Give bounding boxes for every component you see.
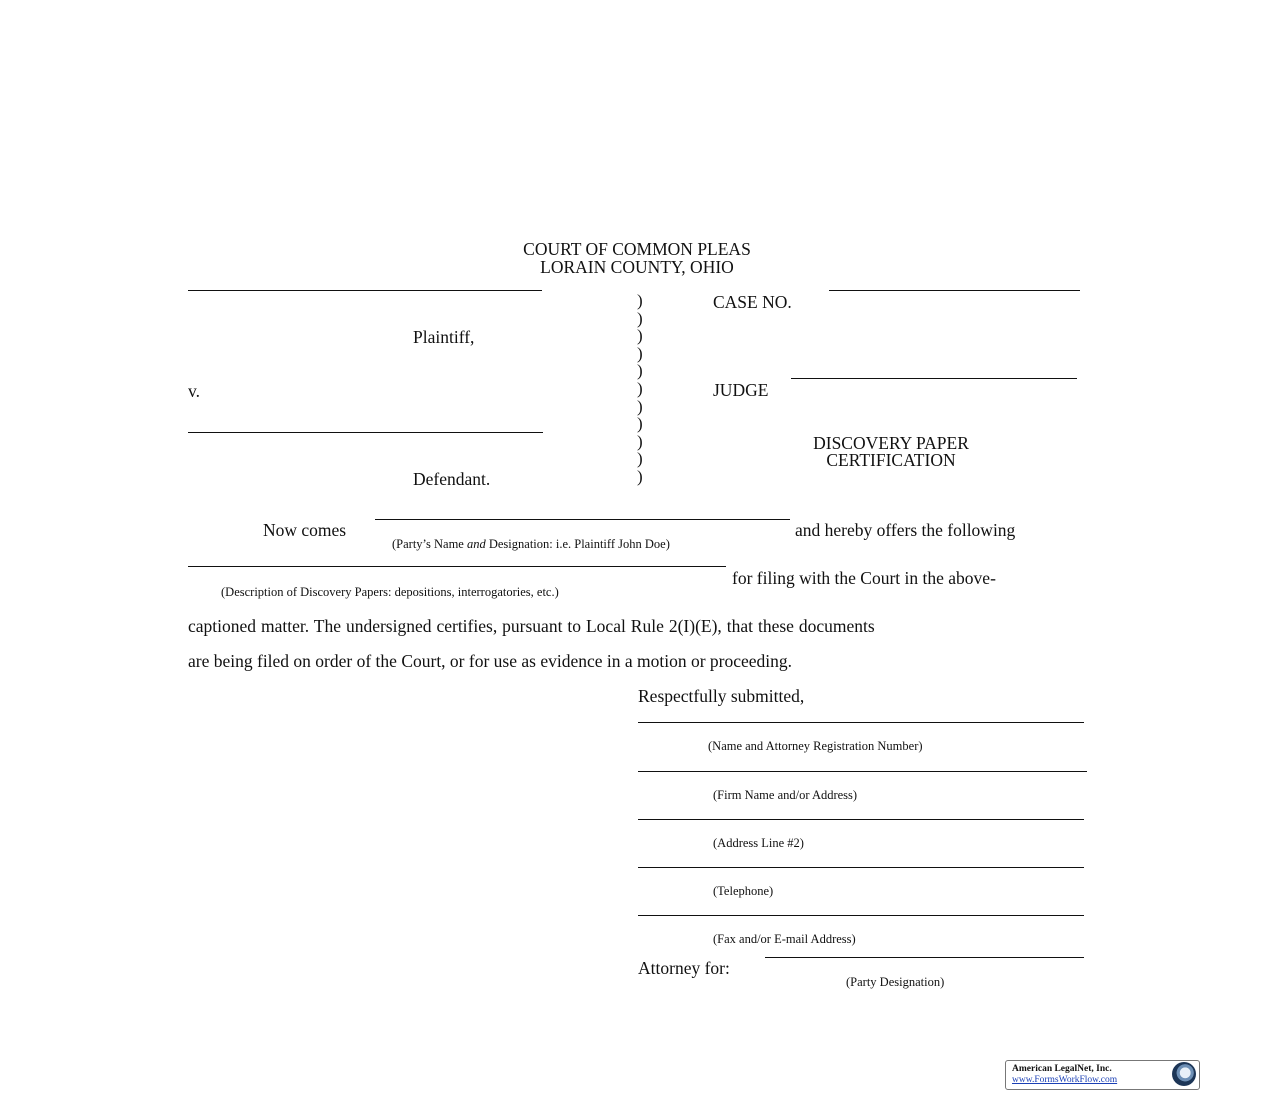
- caption-paren: ): [637, 326, 643, 345]
- caption-paren: ): [637, 449, 643, 468]
- caption-paren: ): [637, 467, 643, 486]
- caption-paren: ): [637, 432, 643, 451]
- discovery-description-field[interactable]: [188, 566, 726, 567]
- fax-email-field[interactable]: [638, 915, 1084, 916]
- certification-text-line1: captioned matter. The undersigned certifies, pursuant to Local Rule 2(I)(E), that these documents: [188, 616, 875, 636]
- case-number-field[interactable]: [829, 290, 1080, 291]
- case-no-label: CASE NO.: [713, 292, 792, 312]
- firm-address-field[interactable]: [638, 771, 1087, 772]
- defendant-name-field[interactable]: [188, 432, 543, 433]
- now-comes-text: Now comes: [263, 520, 347, 540]
- telephone-hint: (Telephone): [713, 884, 774, 898]
- telephone-field[interactable]: [638, 867, 1084, 868]
- party-name-field[interactable]: [375, 519, 790, 520]
- caption-paren: ): [637, 397, 643, 416]
- globe-icon: [1172, 1062, 1196, 1086]
- party-designation-hint: (Party Designation): [846, 975, 945, 989]
- offers-text: and hereby offers the following: [795, 520, 1016, 540]
- caption-paren: ): [637, 361, 643, 380]
- address-line2-field[interactable]: [638, 819, 1084, 820]
- document-title-line1: DISCOVERY PAPER: [813, 433, 969, 453]
- party-name-hint: (Party’s Name and Designation: i.e. Plaintiff John Doe): [392, 537, 670, 551]
- address-line2-hint: (Address Line #2): [713, 836, 804, 850]
- plaintiff-label: Plaintiff,: [413, 327, 475, 347]
- court-county: LORAIN COUNTY, OHIO: [540, 257, 734, 277]
- attorney-name-hint: (Name and Attorney Registration Number): [708, 739, 923, 753]
- plaintiff-name-field[interactable]: [188, 290, 542, 291]
- judge-label: JUDGE: [713, 380, 769, 400]
- american-legalnet-logo[interactable]: [1005, 1060, 1200, 1090]
- firm-address-hint: (Firm Name and/or Address): [713, 788, 858, 802]
- judge-name-field[interactable]: [791, 378, 1077, 379]
- attorney-for-field[interactable]: [765, 957, 1084, 958]
- court-name: COURT OF COMMON PLEAS: [523, 239, 751, 259]
- document-title-line2: CERTIFICATION: [826, 450, 956, 470]
- caption-paren: ): [637, 379, 643, 398]
- filing-text: for filing with the Court in the above-: [732, 568, 996, 588]
- defendant-label: Defendant.: [413, 469, 491, 489]
- description-hint: (Description of Discovery Papers: depositions, interrogatories, etc.): [221, 585, 559, 599]
- logo-company-name: American LegalNet, Inc.: [1012, 1064, 1112, 1074]
- versus-label: v.: [188, 381, 200, 401]
- attorney-for-label: Attorney for:: [638, 958, 730, 978]
- certification-text-line2: are being filed on order of the Court, or for use as evidence in a motion or proceeding.: [188, 651, 793, 671]
- caption-paren: ): [637, 344, 643, 363]
- fax-email-hint: (Fax and/or E-mail Address): [713, 932, 856, 946]
- caption-paren: ): [637, 414, 643, 433]
- respectfully-submitted: Respectfully submitted,: [638, 686, 805, 706]
- logo-website-link[interactable]: www.FormsWorkFlow.com: [1012, 1075, 1118, 1085]
- caption-paren: ): [637, 291, 643, 310]
- caption-paren: ): [637, 309, 643, 328]
- attorney-name-field[interactable]: [638, 722, 1084, 723]
